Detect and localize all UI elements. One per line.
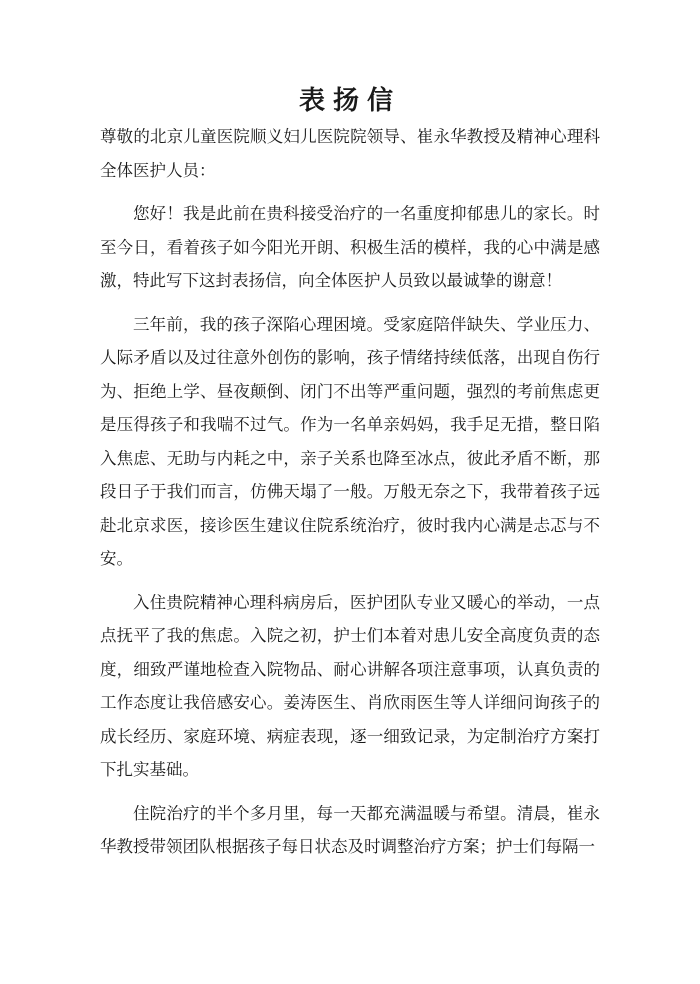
letter-body (100, 120, 600, 864)
paragraph-greeting: 您好！我是此前在贵科接受治疗的一名重度抑郁患儿的家长。时至今日，看着孩子如今阳光开朗、积极生活的模样，我的心中满是感激，特此写下这封表扬信，向全体医护人员致以最诚挚的谢意！ (100, 204, 600, 290)
paragraph-admission: 入住贵院精神心理科病房后，医护团队专业又暖心的举动，一点点抚平了我的焦虑。入院之初，护士们本着对患儿安全高度负责的态度，细致严谨地检查入院物品、耐心讲解各项注意事项，认真负责的工作态度让我倍感安心。姜涛医生、肖欣雨医生等人详细问询孩子的成长经历、家庭环境、病症表现，逐一细致记录，为定制治疗方案打下扎实基础。 (100, 592, 600, 779)
paragraph-treatment: 住院治疗的半个多月里，每一天都充满温暖与希望。清晨，崔永华教授带领团队根据孩子每日状态及时调整治疗方案；护士们每隔一 (100, 803, 600, 856)
letter-title: 表扬信 (298, 86, 401, 116)
paragraph-background: 三年前，我的孩子深陷心理困境。受家庭陪伴缺失、学业压力、人际矛盾以及过往意外创伤的影响，孩子情绪持续低落，出现自伤行为、拒绝上学、昼夜颠倒、闭门不出等严重问题，强烈的考前焦虑更是压得孩子和我喘不过气。作为一名单亲妈妈，我手足无措，整日陷入焦虑、无助与内耗之中，亲子关系也降至冰点，彼此矛盾不断，那段日子于我们而言，仿佛天塌了一般。万般无奈之下，我带着孩子远赴北京求医，接诊医生建议住院系统治疗，彼时我内心满是忐忑与不安。 (100, 314, 600, 568)
salutation: 尊敬的北京儿童医院顺义妇儿医院院领导、崔永华教授及精神心理科全体医护人员： (100, 127, 600, 180)
